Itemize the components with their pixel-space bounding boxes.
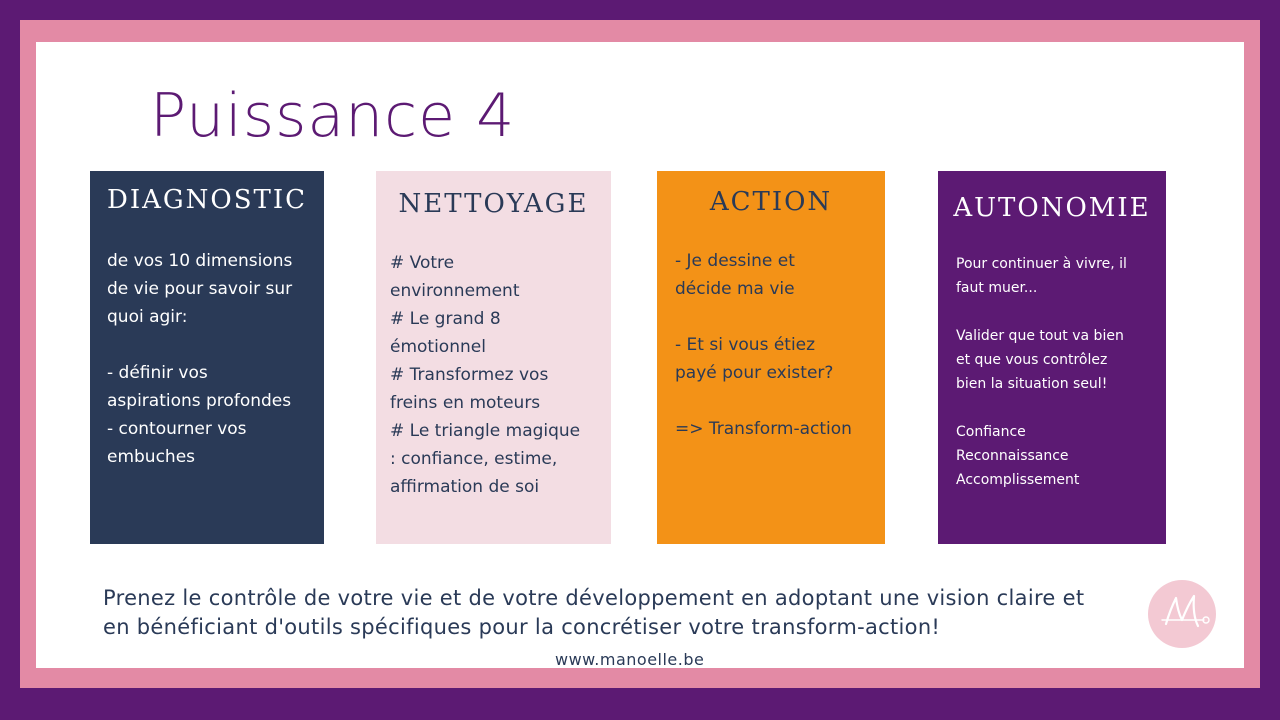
website-link[interactable]: www.manoelle.be xyxy=(555,650,705,669)
card-diagnostic xyxy=(90,171,324,544)
card-body: # Votre environnement # Le grand 8 émotionnel # Transformez vos freins en moteurs # Le triangle magique : confiance, estime, affirmation de soi xyxy=(390,253,581,497)
card-heading: ACTION xyxy=(709,187,833,217)
card-body: de vos 10 dimensions de vie pour savoir sur quoi agir: - définir vos aspirations profondes - contourner vos embuches xyxy=(107,251,293,467)
card-action xyxy=(657,171,885,544)
card-heading: AUTONOMIE xyxy=(953,193,1151,223)
card-body: - Je dessine et décide ma vie - Et si vous étiez payé pour exister? => Transform-action xyxy=(675,251,852,439)
card-body: Pour continuer à vivre, il faut muer... Valider que tout va bien et que vous contrôlez bien la situation seul! Confiance Reconnaissance Accomplissement xyxy=(956,256,1127,488)
manoelle-logo-icon xyxy=(1148,580,1216,648)
card-heading: NETTOYAGE xyxy=(398,189,589,219)
card-autonomie xyxy=(938,171,1166,544)
card-nettoyage xyxy=(376,171,611,544)
card-heading: DIAGNOSTIC xyxy=(106,185,308,215)
slide-title: Puissance 4 xyxy=(150,81,516,151)
tagline: Prenez le contrôle de votre vie et de votre développement en adoptant une vision claire et en bénéficiant d'outils spécifiques pour la concrétiser votre transform-action! xyxy=(103,586,1085,639)
